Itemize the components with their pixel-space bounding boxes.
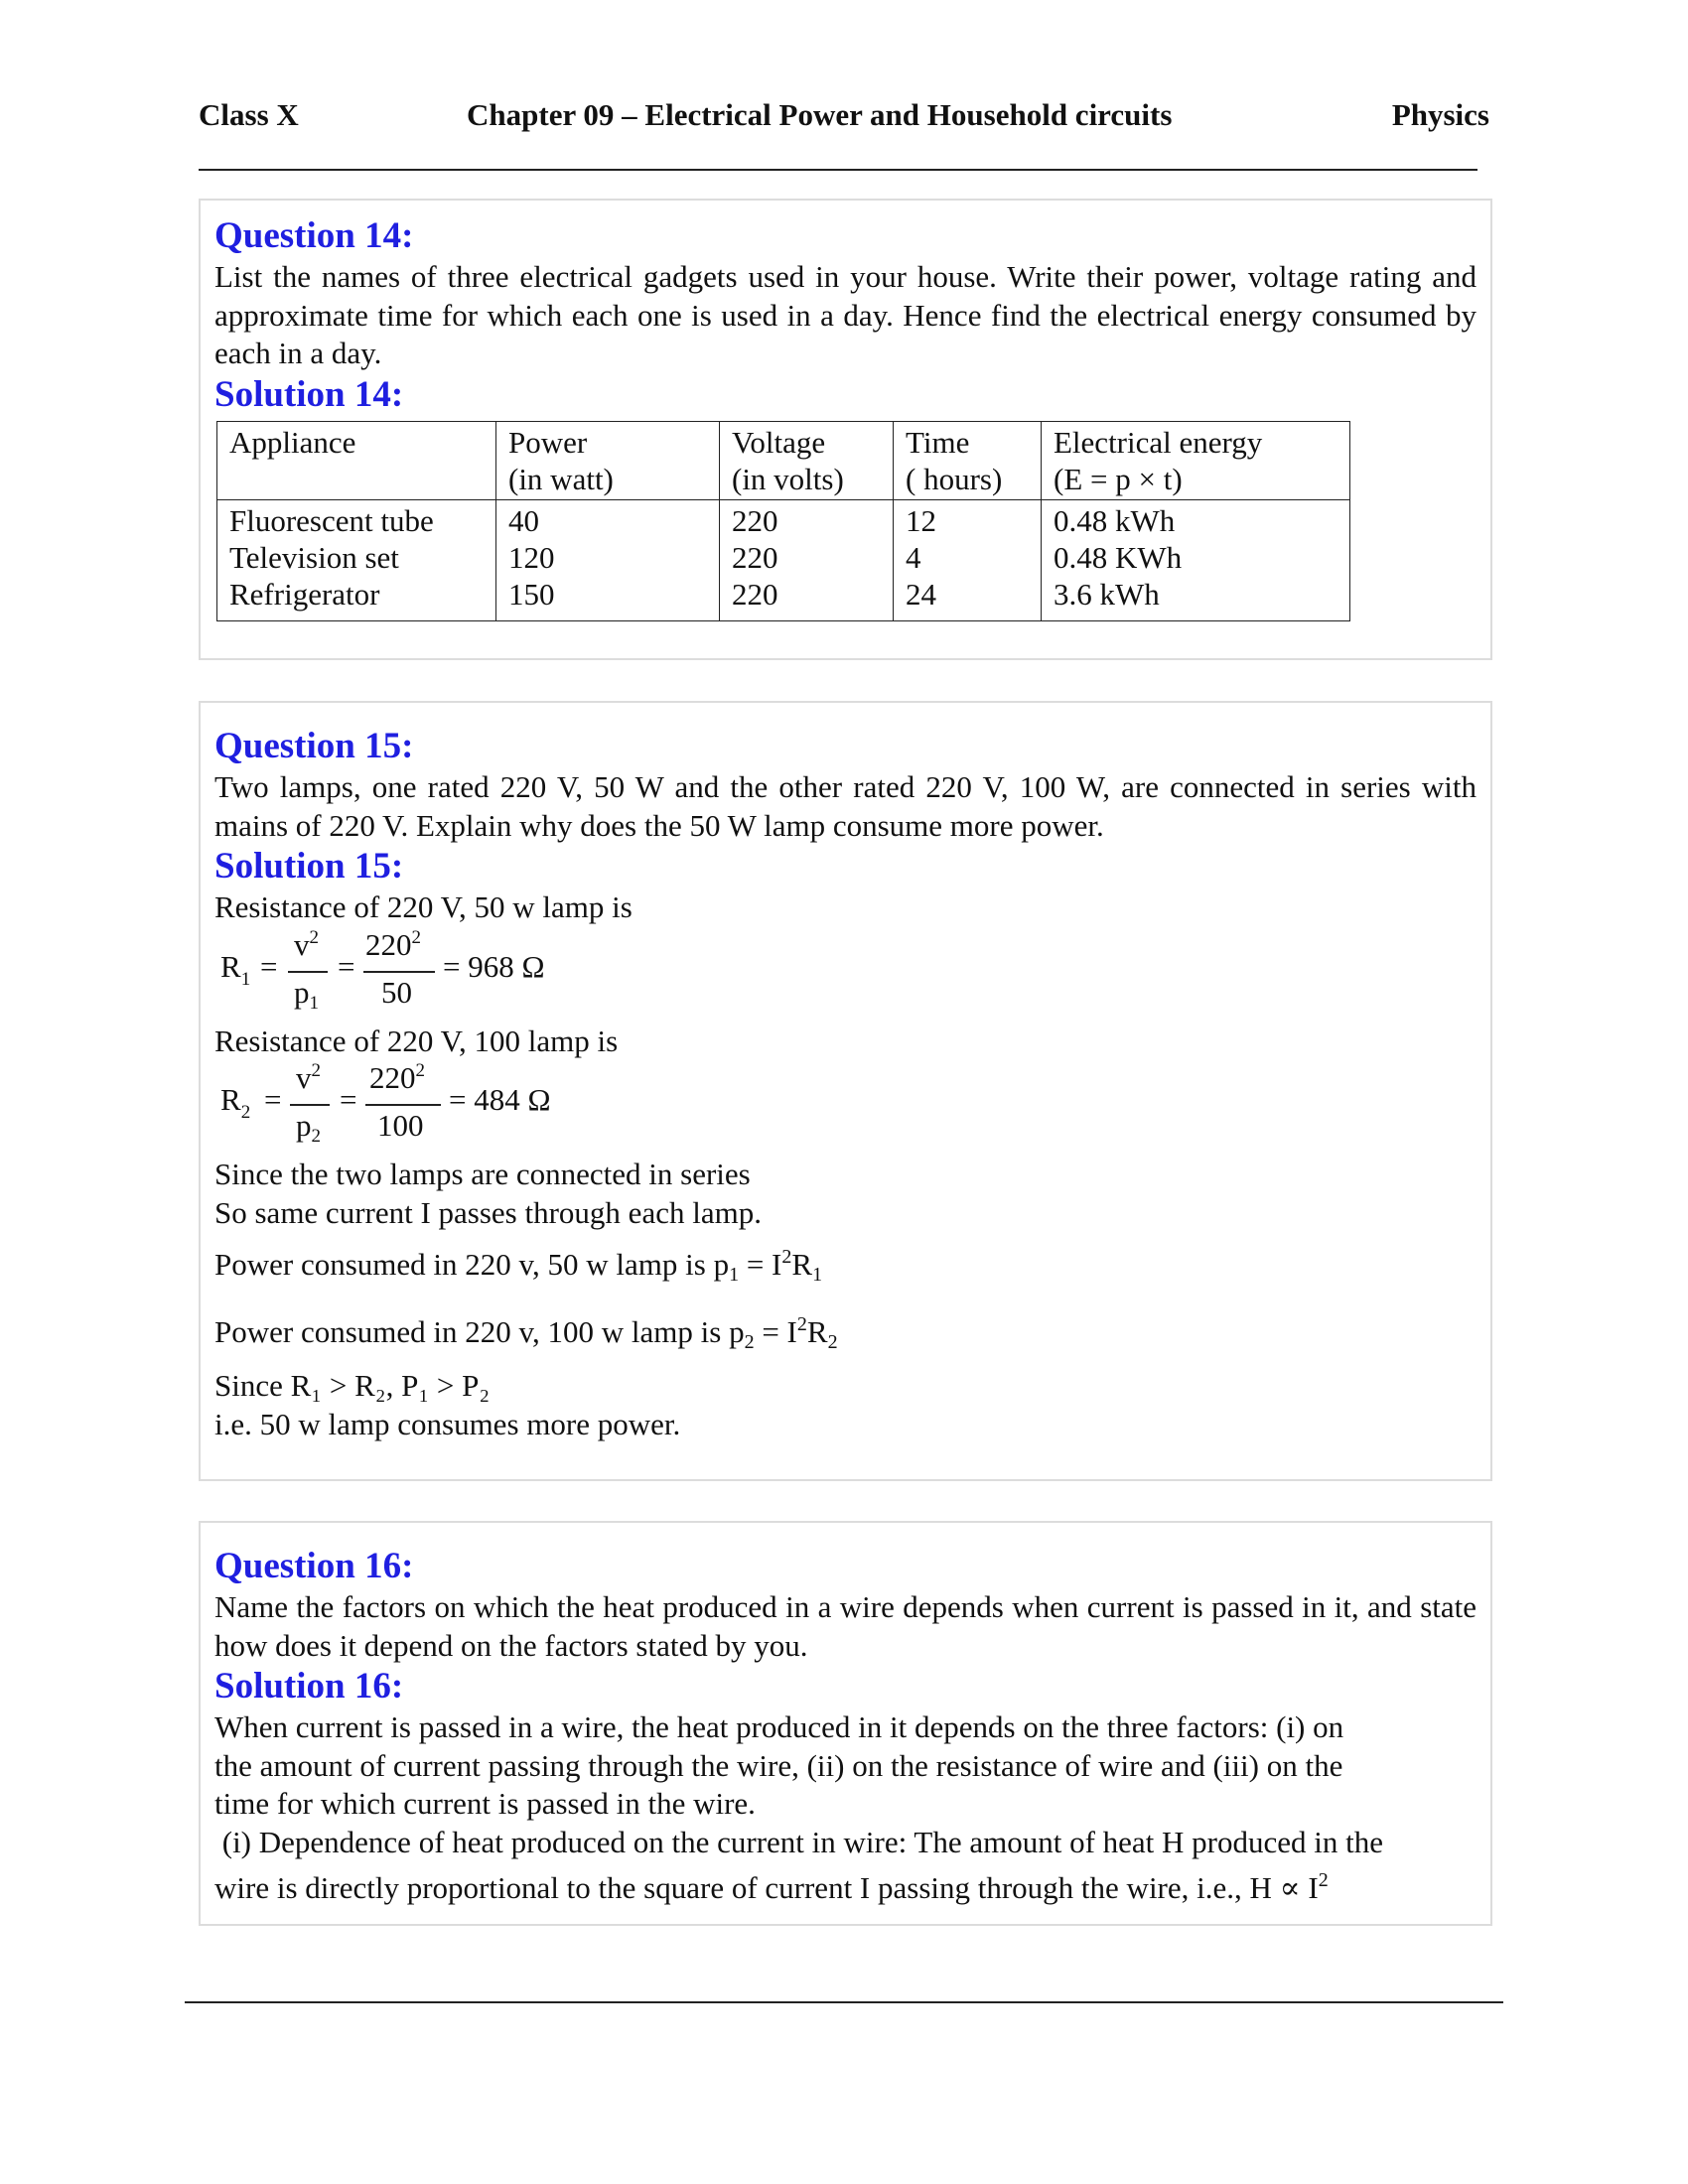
- question-15-title: Question 15:: [214, 726, 414, 766]
- question-15-box: [199, 701, 1492, 1481]
- formula-result: = 484 Ω: [449, 1082, 551, 1117]
- subject-label: Physics: [1391, 97, 1489, 132]
- appliance-column: Fluorescent tube Television set Refrigerator: [217, 499, 496, 620]
- table-header-cell: Appliance: [217, 421, 496, 499]
- power-column: 40 120 150: [496, 499, 720, 620]
- series-text: Since the two lamps are connected in series: [214, 1157, 751, 1191]
- question-14-title: Question 14:: [214, 215, 414, 256]
- formula-lhs: $R_2$: [220, 1082, 251, 1123]
- solution-14-title: Solution 14:: [214, 373, 404, 415]
- solution-16-line: time for which current is passed in the wire.: [214, 1786, 756, 1821]
- conclusion-text: i.e. 50 w lamp consumes more power.: [214, 1406, 681, 1441]
- fraction-bar: [290, 1104, 330, 1106]
- energy-column: 0.48 kWh 0.48 KWh 3.6 kWh: [1042, 499, 1350, 620]
- formula-result: = 968 Ω: [443, 948, 545, 984]
- fraction-bar: [365, 1104, 441, 1106]
- equals-sign: =: [338, 948, 355, 984]
- formula-lhs: $R_1$: [220, 948, 251, 990]
- page-header: [199, 97, 1489, 143]
- table-header-cell: Time ( hours): [894, 421, 1042, 499]
- fraction-numerator: $220^2$: [365, 926, 421, 962]
- comparison-text: Since R₁ > R₂, P₁ > P₂: [214, 1368, 491, 1403]
- question-15-text: Two lamps, one rated 220 V, 50 W and the other rated 220 V, 100 W, are connected in series with mains of 220 V. Explain why does the 50 W lamp consume more power.: [214, 769, 1477, 843]
- solution-16-line: (i) Dependence of heat produced on the current in wire: The amount of heat H produced in the: [214, 1824, 1383, 1859]
- solution-15-title: Solution 15:: [214, 846, 404, 887]
- formula-r1: [214, 927, 1477, 1023]
- class-label: Class X: [199, 97, 299, 132]
- fraction-numerator: $220^2$: [369, 1060, 425, 1095]
- solution-16-line: wire is directly proportional to the square of current I passing through the wire, i.e., $H \propto I^2$: [214, 1869, 1329, 1905]
- fraction-denominator: 50: [381, 974, 412, 1010]
- table-header-cell: Power (in watt): [496, 421, 720, 499]
- footer-divider: [185, 2001, 1503, 2003]
- table-header-cell: Electrical energy (E = p × t): [1042, 421, 1350, 499]
- solution-16-line: When current is passed in a wire, the heat produced in it depends on the three factors: (i) on: [214, 1709, 1344, 1744]
- resistance-50w-text: Resistance of 220 V, 50 w lamp is: [214, 889, 633, 924]
- time-column: 12 4 24: [894, 499, 1042, 620]
- equals-sign: =: [260, 948, 278, 984]
- fraction-numerator: $v^2$: [296, 1060, 321, 1095]
- question-14-box: [199, 199, 1492, 660]
- question-16-text: Name the factors on which the heat produced in a wire depends when current is passed in it, and state how does it depend on the factors stated by you.: [214, 1589, 1477, 1663]
- question-14-text: List the names of three electrical gadgets used in your house. Write their power, voltage rating and approximate time for which each one is used in a day. Hence find the electrical energy consumed by each in a day.: [214, 259, 1477, 370]
- question-16-box: [199, 1521, 1492, 1926]
- fraction-bar: [288, 971, 328, 973]
- resistance-100w-text: Resistance of 220 V, 100 lamp is: [214, 1023, 619, 1058]
- fraction-denominator: $p_2$: [296, 1108, 321, 1147]
- fraction-numerator: $v^2$: [294, 926, 319, 962]
- equals-sign: =: [340, 1082, 357, 1117]
- power-50w-line: Power consumed in 220 v, 50 w lamp is $p1 = I^2R1$: [214, 1246, 823, 1286]
- header-divider: [199, 169, 1477, 171]
- solution-16-title: Solution 16:: [214, 1666, 404, 1706]
- equals-sign: =: [264, 1082, 282, 1117]
- chapter-title: Chapter 09 – Electrical Power and Household circuits: [467, 97, 1173, 132]
- fraction-bar: [363, 971, 435, 973]
- fraction-denominator: 100: [377, 1108, 424, 1143]
- table-row: [217, 499, 1350, 620]
- power-100w-line: Power consumed in 220 v, 100 w lamp is $p2 = I^2R2$: [214, 1313, 838, 1353]
- table-header-row: [217, 421, 1350, 499]
- fraction-denominator: $p_1$: [294, 974, 319, 1014]
- voltage-column: 220 220 220: [720, 499, 894, 620]
- solution-16-line: the amount of current passing through the wire, (ii) on the resistance of wire and (iii) on the: [214, 1747, 1343, 1783]
- same-current-text: So same current I passes through each lamp.: [214, 1194, 762, 1230]
- formula-r2: [214, 1060, 1477, 1156]
- question-16-title: Question 16:: [214, 1546, 414, 1586]
- appliance-table: [216, 421, 1350, 621]
- table-header-cell: Voltage (in volts): [720, 421, 894, 499]
